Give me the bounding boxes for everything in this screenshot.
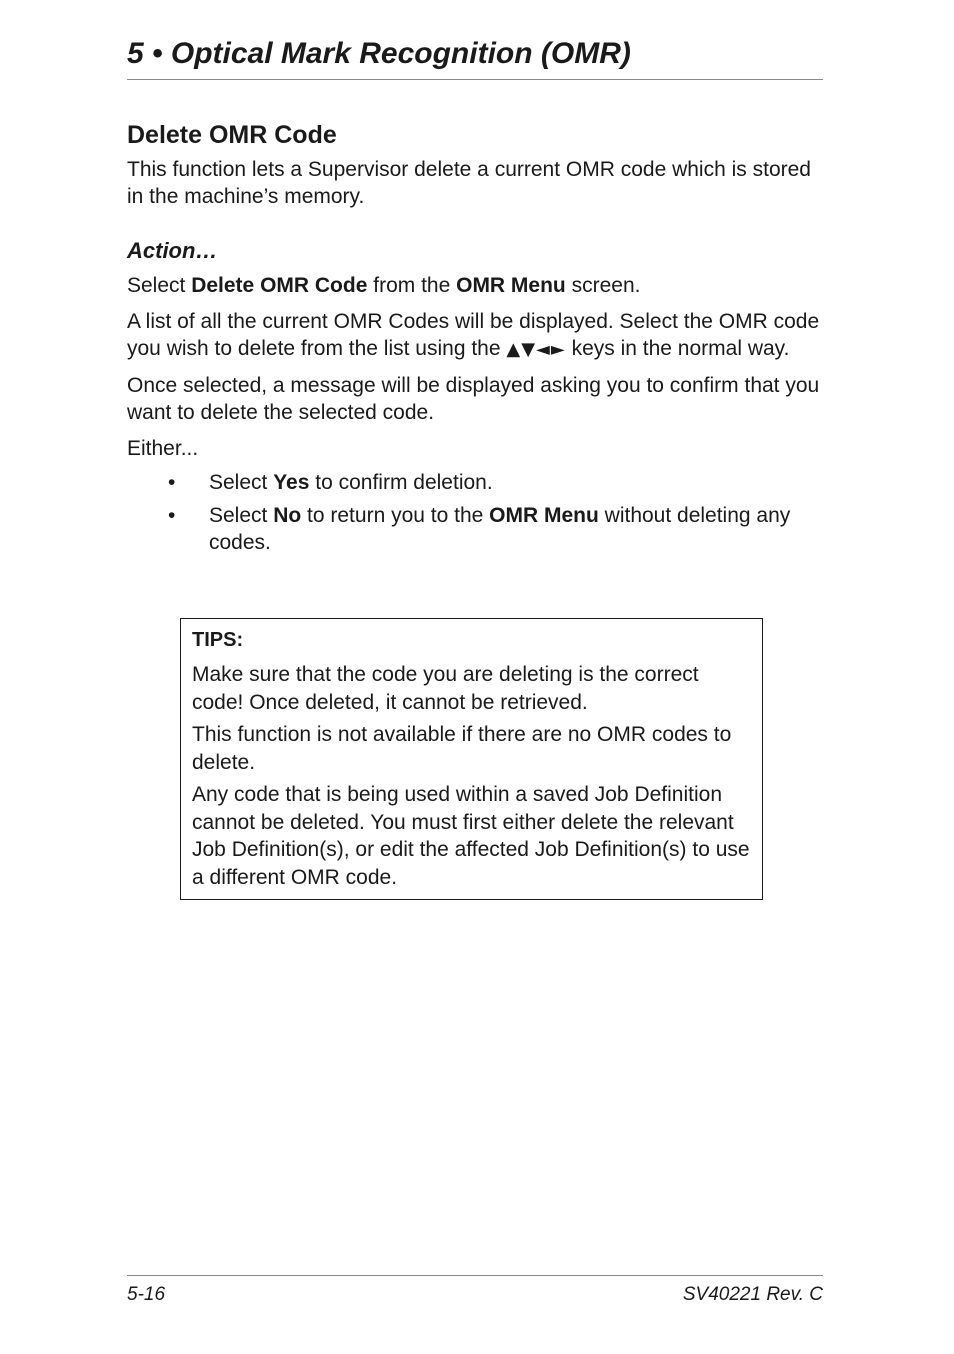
tip-item: Make sure that the code you are deleting is the correct code! Once deleted, it cannot be retrieved. <box>192 663 699 714</box>
option-key: No <box>273 504 302 527</box>
text-run: screen. <box>565 274 641 297</box>
chapter-title: 5 • Optical Mark Recognition (OMR) <box>127 37 631 70</box>
text-run: Select <box>209 504 274 527</box>
list-item <box>127 502 823 556</box>
section-title: Delete OMR Code <box>127 121 337 149</box>
text-run: to return you to the <box>301 504 490 527</box>
menu-name: OMR Menu <box>456 274 566 297</box>
text-run: A list of all the current OMR Codes will be displayed. Select the OMR code you wish to delete from the list using the <box>127 310 820 360</box>
page-number: 5-16 <box>127 1284 166 1305</box>
action-heading: Action… <box>127 238 218 263</box>
document-id: SV40221 Rev. C <box>682 1284 823 1305</box>
text-run: from the <box>367 274 457 297</box>
main-content <box>127 118 823 562</box>
text-run: Select <box>209 471 274 494</box>
select-instruction <box>127 272 823 299</box>
option-key: Yes <box>273 471 310 494</box>
confirm-instruction: Once selected, a message will be displayed asking you to confirm that you want to delete the selected code. <box>127 374 820 424</box>
tips-box <box>180 618 763 900</box>
options-list <box>127 469 823 556</box>
bullet-icon: • <box>168 471 176 494</box>
bullet-icon: • <box>168 504 176 527</box>
tip-item: Any code that is being used within a saved Job Definition cannot be deleted. You must first either delete the relevant Job Definition(s), or edit the affected Job Definition(s) to use a different OMR code. <box>192 783 750 889</box>
section-intro: This function lets a Supervisor delete a current OMR code which is stored in the machine’s memory. <box>127 158 811 208</box>
arrow-keys-icon: ▲▼◄► <box>506 339 566 360</box>
menu-name: OMR Menu <box>489 504 599 527</box>
manual-page <box>127 0 823 1354</box>
tip-item: This function is not available if there are no OMR codes to delete. <box>192 723 732 774</box>
either-label: Either... <box>127 437 199 460</box>
text-run: Select <box>127 274 192 297</box>
header-rule <box>127 79 823 80</box>
footer-rule <box>127 1275 823 1276</box>
text-run: to confirm deletion. <box>309 471 493 494</box>
tips-title: TIPS: <box>192 629 244 651</box>
menu-item-name: Delete OMR Code <box>191 274 368 297</box>
text-run: keys in the normal way. <box>565 337 790 360</box>
list-item <box>127 469 823 496</box>
list-instruction <box>127 308 823 363</box>
text-run: without deleting any codes. <box>209 504 791 554</box>
